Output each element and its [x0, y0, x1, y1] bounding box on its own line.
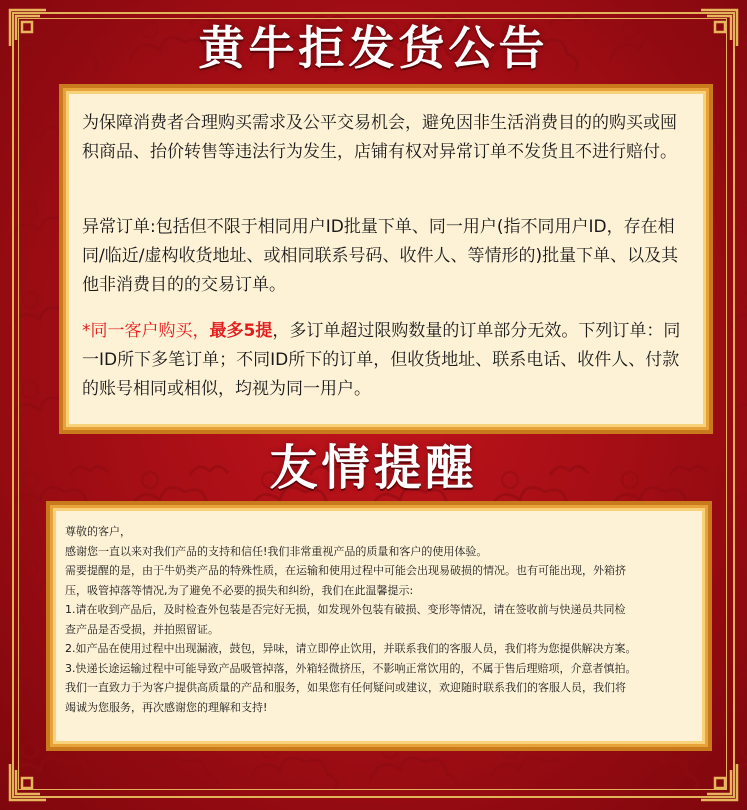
reminder-line: 尊敬的客户，	[65, 525, 131, 538]
purchase-limit-rest: ，多订单超过限购数量的订单部分无效。下列订单：同一ID所下多笔订单；不同ID所下的订单，但收货地址、联系电话、收件人、付款的账号相同或相似，均视为同一用户。	[82, 321, 681, 399]
reminder-line: 3.快递长途运输过程中可能导致产品吸管掉落，外箱轻微挤压，不影响正常饮用的，不属于售后理赔项，介意者慎拍。	[65, 661, 637, 675]
reminder-line: 1.请在收到产品后，及时检查外包装是否完好无损，如发现外包装有破损、变形等情况，请在签收前与快递员共同检	[65, 603, 626, 616]
reminder-line: 查产品是否受损，并拍照留证。	[65, 622, 219, 636]
reminder-title: 友情提醒	[269, 440, 478, 496]
notice-panel	[63, 88, 709, 430]
purchase-limit-prefix: *同一客户购买，	[82, 321, 210, 341]
reminder-line: 感谢您一直以来对我们产品的支持和信任!我们非常重视产品的质量和客户的使用体验。	[65, 544, 488, 558]
corner-ornament-bottom-left	[6, 758, 52, 804]
notice-paragraph-1: 为保障消费者合理购买需求及公平交易机会，避免因非生活消费目的的购买或囤积商品、抬价转售等违法行为发生，店铺有权对异常订单不发货且不进行赔付。	[82, 113, 677, 162]
corner-ornament-bottom-right	[695, 758, 741, 804]
reminder-panel	[50, 505, 708, 747]
reminder-body	[65, 522, 695, 717]
purchase-limit-highlight: 最多5提	[209, 321, 273, 341]
reminder-line: 压，吸管掉落等情况,为了避免不必要的损失和纠纷，我们在此温馨提示:	[65, 583, 414, 597]
notice-paragraph-3	[82, 317, 692, 404]
reminder-line: 2.如产品在使用过程中出现漏液，鼓包，异味，请立即停止饮用，并联系我们的客服人员，我们将为您提供解决方案。	[65, 642, 637, 655]
reminder-line: 需要提醒的是，由于牛奶类产品的特殊性质，在运输和使用过程中可能会出现易破损的情况。也有可能出现，外箱挤	[65, 564, 626, 577]
reminder-line: 竭诚为您服务，再次感谢您的理解和支持!	[65, 700, 268, 714]
notice-paragraph-2: 异常订单:包括但不限于相同用户ID批量下单、同一用户(指不同用户ID，存在相同/临近/虚构收货地址、或相同联系号码、收件人、等情形的)批量下单、以及其他非消费目的的交易订单。	[82, 217, 679, 295]
reminder-line: 我们一直致力于为客户提供高质量的产品和服务，如果您有任何疑问或建议，欢迎随时联系我们的客服人员，我们将	[65, 681, 626, 694]
notice-title: 黄牛拒发货公告	[198, 21, 549, 75]
